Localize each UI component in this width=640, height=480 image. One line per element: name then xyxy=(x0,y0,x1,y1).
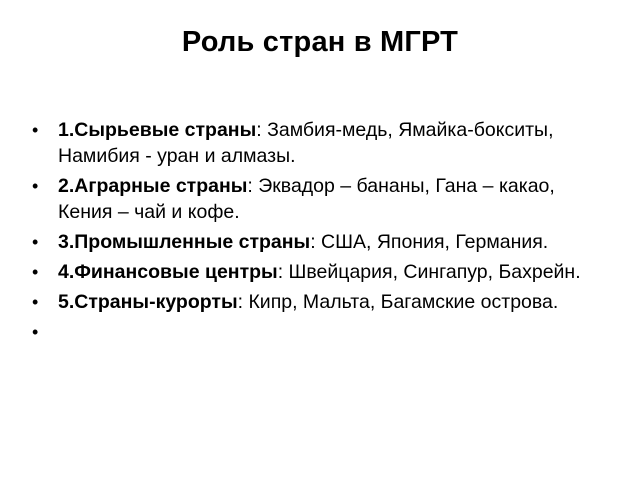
item-text: : Замбия-медь, Ямайка-бокситы, Намибия - уран и алмазы. xyxy=(58,119,554,167)
item-text: : Эквадор – бананы, Гана – какао, Кения – чай и кофе. xyxy=(58,175,555,223)
list-item xyxy=(30,289,610,315)
slide-title: Роль стран в МГРТ xyxy=(181,26,459,58)
item-heading: 5.Страны-курорты xyxy=(58,291,238,313)
list-item xyxy=(30,117,610,169)
item-text: : Швейцария, Сингапур, Бахрейн. xyxy=(277,261,581,283)
bullet-icon: • xyxy=(32,176,39,196)
item-heading: 1.Сырьевые страны xyxy=(58,119,257,141)
item-text: : США, Япония, Германия. xyxy=(310,231,549,253)
bullet-icon: • xyxy=(32,232,39,252)
bullet-icon: • xyxy=(32,120,39,140)
item-heading: 3.Промышленные страны xyxy=(58,231,311,253)
item-heading: 2.Аграрные страны xyxy=(58,175,248,197)
bullet-icon: • xyxy=(32,322,39,342)
bullet-icon: • xyxy=(32,292,39,312)
bullet-icon: • xyxy=(32,262,39,282)
list-item xyxy=(30,259,610,285)
item-text: : Кипр, Мальта, Багамские острова. xyxy=(237,291,559,313)
item-heading: 4.Финансовые центры xyxy=(58,261,278,283)
list-item xyxy=(30,173,610,225)
list-item xyxy=(30,229,610,255)
bullet-list xyxy=(30,117,610,342)
